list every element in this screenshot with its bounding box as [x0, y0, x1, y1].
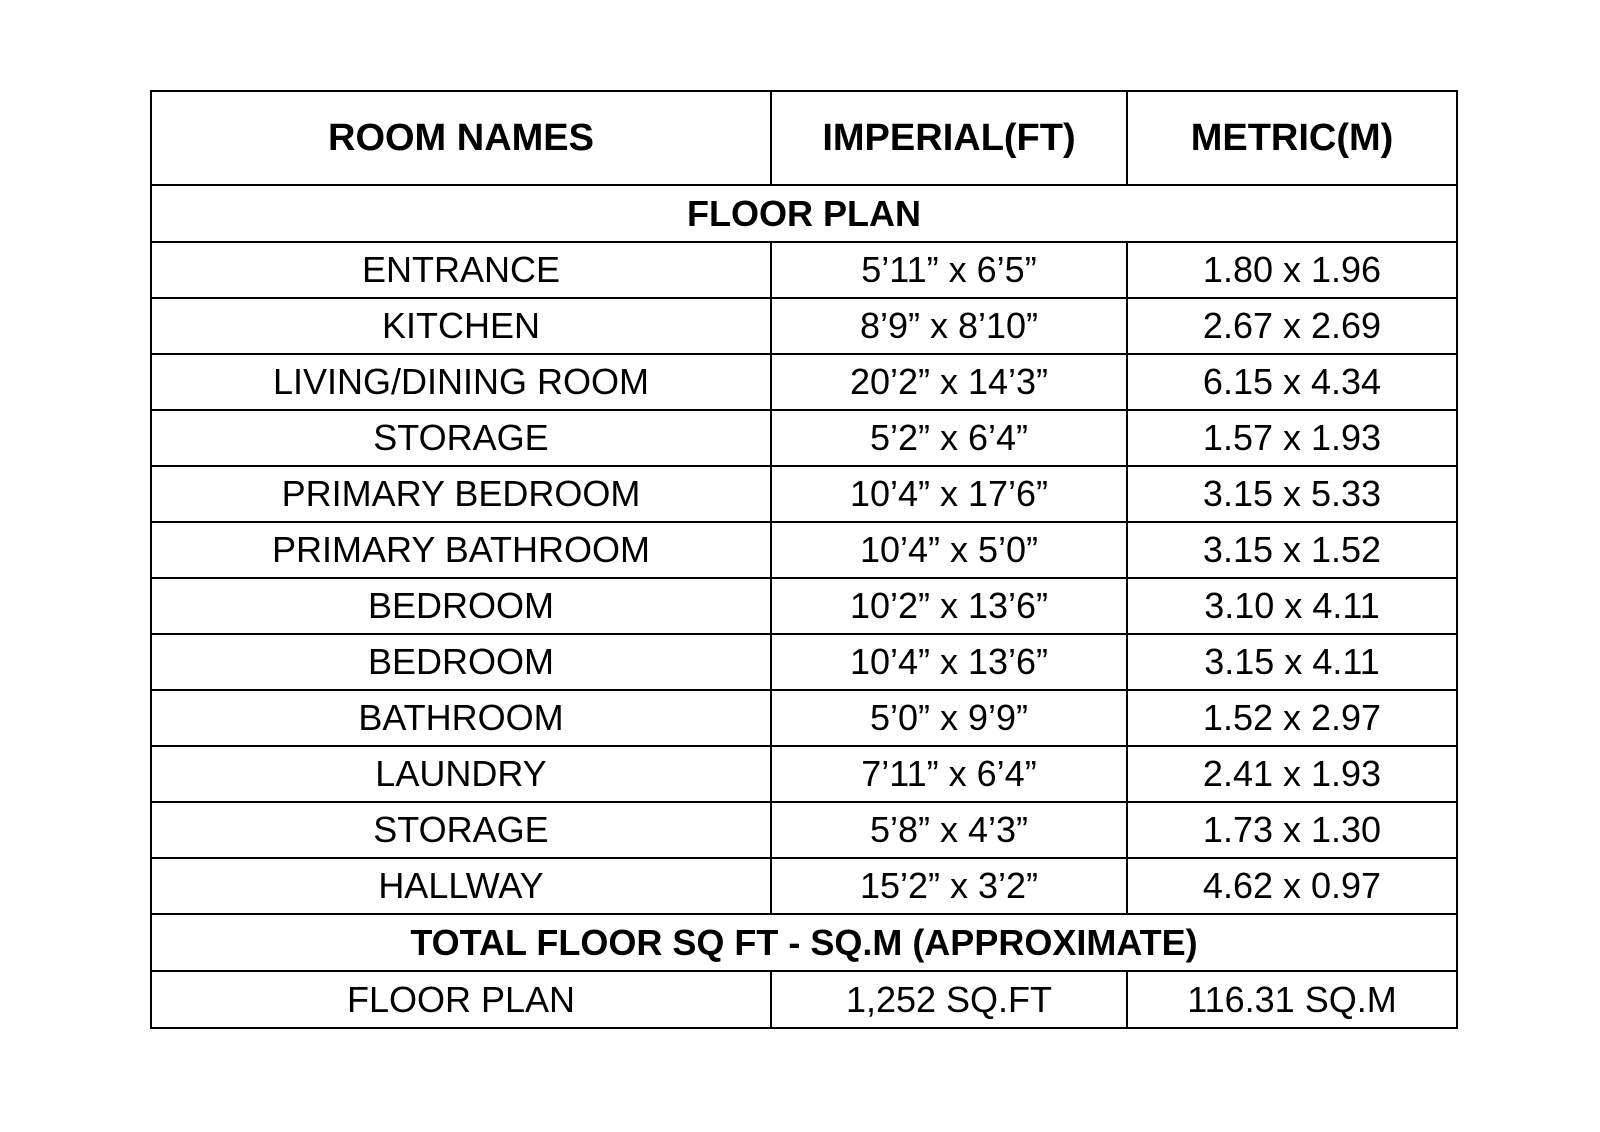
- room-name: PRIMARY BEDROOM: [151, 466, 771, 522]
- room-name: LAUNDRY: [151, 746, 771, 802]
- room-metric: 2.67 x 2.69: [1127, 298, 1457, 354]
- table-row: [151, 522, 1457, 578]
- table-row: [151, 466, 1457, 522]
- room-imperial: 20’2” x 14’3”: [771, 354, 1127, 410]
- total-name: FLOOR PLAN: [151, 971, 771, 1028]
- room-name: BEDROOM: [151, 634, 771, 690]
- room-imperial: 10’4” x 17’6”: [771, 466, 1127, 522]
- total-title-row: [151, 914, 1457, 971]
- room-metric: 1.52 x 2.97: [1127, 690, 1457, 746]
- room-name: ENTRANCE: [151, 242, 771, 298]
- header-metric: METRIC(M): [1127, 91, 1457, 185]
- room-name: LIVING/DINING ROOM: [151, 354, 771, 410]
- table-row: [151, 858, 1457, 914]
- table-row: [151, 690, 1457, 746]
- total-imperial: 1,252 SQ.FT: [771, 971, 1127, 1028]
- table-row: [151, 410, 1457, 466]
- room-metric: 3.15 x 5.33: [1127, 466, 1457, 522]
- total-row: [151, 971, 1457, 1028]
- room-name: BATHROOM: [151, 690, 771, 746]
- room-metric: 6.15 x 4.34: [1127, 354, 1457, 410]
- room-imperial: 5’11” x 6’5”: [771, 242, 1127, 298]
- table-row: [151, 578, 1457, 634]
- table-row: [151, 634, 1457, 690]
- total-title: TOTAL FLOOR SQ FT - SQ.M (APPROXIMATE): [151, 914, 1457, 971]
- total-metric: 116.31 SQ.M: [1127, 971, 1457, 1028]
- room-imperial: 8’9” x 8’10”: [771, 298, 1127, 354]
- room-imperial: 10’2” x 13’6”: [771, 578, 1127, 634]
- table-row: [151, 242, 1457, 298]
- room-imperial: 10’4” x 5’0”: [771, 522, 1127, 578]
- table-row: [151, 298, 1457, 354]
- room-imperial: 10’4” x 13’6”: [771, 634, 1127, 690]
- room-name: STORAGE: [151, 410, 771, 466]
- room-imperial: 5’0” x 9’9”: [771, 690, 1127, 746]
- room-imperial: 15’2” x 3’2”: [771, 858, 1127, 914]
- section-row: [151, 185, 1457, 242]
- room-name: HALLWAY: [151, 858, 771, 914]
- room-name: PRIMARY BATHROOM: [151, 522, 771, 578]
- room-metric: 3.15 x 1.52: [1127, 522, 1457, 578]
- table-row: [151, 802, 1457, 858]
- room-imperial: 5’2” x 6’4”: [771, 410, 1127, 466]
- room-metric: 2.41 x 1.93: [1127, 746, 1457, 802]
- room-metric: 3.10 x 4.11: [1127, 578, 1457, 634]
- table-row: [151, 354, 1457, 410]
- room-name: KITCHEN: [151, 298, 771, 354]
- header-room-names: ROOM NAMES: [151, 91, 771, 185]
- room-name: STORAGE: [151, 802, 771, 858]
- room-metric: 1.57 x 1.93: [1127, 410, 1457, 466]
- room-dimensions-table: [150, 90, 1458, 1029]
- room-metric: 1.73 x 1.30: [1127, 802, 1457, 858]
- room-imperial: 7’11” x 6’4”: [771, 746, 1127, 802]
- room-metric: 1.80 x 1.96: [1127, 242, 1457, 298]
- section-title: FLOOR PLAN: [151, 185, 1457, 242]
- room-name: BEDROOM: [151, 578, 771, 634]
- room-imperial: 5’8” x 4’3”: [771, 802, 1127, 858]
- room-metric: 3.15 x 4.11: [1127, 634, 1457, 690]
- table-row: [151, 746, 1457, 802]
- header-row: [151, 91, 1457, 185]
- room-metric: 4.62 x 0.97: [1127, 858, 1457, 914]
- header-imperial: IMPERIAL(FT): [771, 91, 1127, 185]
